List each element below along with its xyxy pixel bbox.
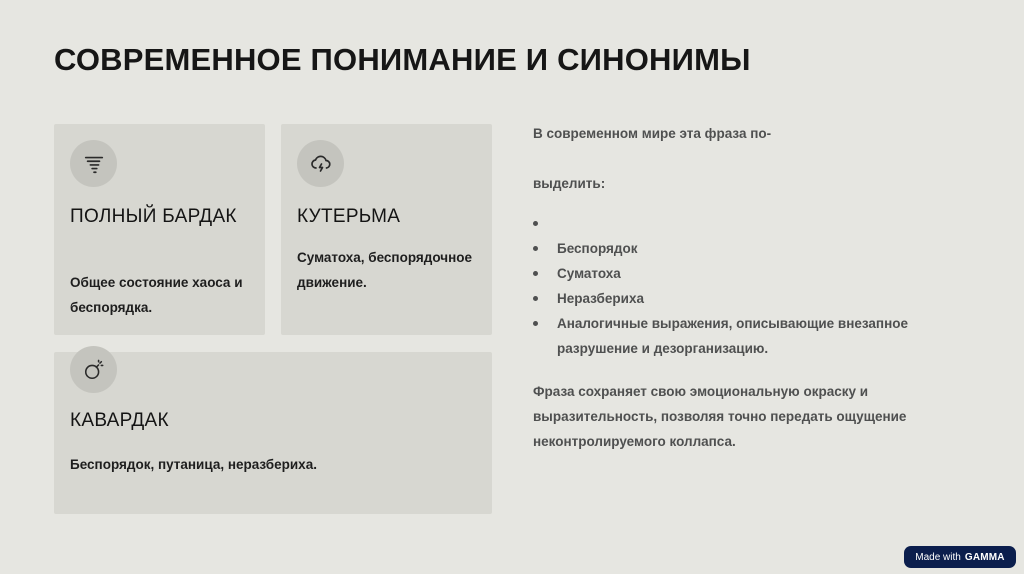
storm-cloud-icon: [309, 152, 333, 176]
list-item: Беспорядок: [533, 236, 933, 261]
card-heading: КАВАРДАК: [70, 410, 169, 431]
list-item: Суматоха: [533, 261, 933, 286]
card-katerma: [281, 124, 492, 335]
storm-cloud-icon-badge: [297, 140, 344, 187]
list-item: Аналогичные выражения, описывающие внезапное разрушение и дезорганизацию.: [533, 311, 933, 361]
list-item: [533, 211, 933, 236]
card-description: Беспорядок, путаница, неразбериха.: [70, 457, 317, 472]
card-heading: ПОЛНЫЙ БАРДАК: [70, 206, 237, 227]
synonym-list: [533, 211, 933, 361]
intro-text-line1: В современном мире эта фраза по-: [533, 126, 772, 141]
closing-paragraph: Фраза сохраняет свою эмоциональную окраску и выразительность, позволяя точно передать ощущение неконтролируемого коллапса.: [533, 384, 907, 449]
tornado-icon: [83, 153, 105, 175]
gamma-logo: GAMMA: [964, 551, 1005, 563]
badge-prefix: Made with: [915, 551, 961, 563]
bullet-dot: [533, 246, 538, 251]
bomb-icon: [83, 359, 105, 381]
bomb-icon-badge: [70, 346, 117, 393]
bullet-dot: [533, 221, 538, 226]
made-with-gamma-badge[interactable]: [904, 546, 1016, 568]
card-kavardak: [54, 352, 492, 514]
tornado-icon-badge: [70, 140, 117, 187]
card-heading: КУТЕРЬМА: [297, 206, 401, 227]
card-description: Суматоха, беспорядочное движение.: [297, 250, 473, 290]
card-polnyi-bardak: [54, 124, 265, 335]
bullet-dot: [533, 296, 538, 301]
bullet-dot: [533, 271, 538, 276]
explanation-column: [533, 121, 933, 454]
bullet-dot: [533, 321, 538, 326]
list-item: Неразбериха: [533, 286, 933, 311]
intro-text-line2: выделить:: [533, 176, 606, 191]
card-description: Общее состояние хаоса и беспорядка.: [70, 275, 243, 315]
slide-title: СОВРЕМЕННОЕ ПОНИМАНИЕ И СИНОНИМЫ: [54, 42, 751, 77]
